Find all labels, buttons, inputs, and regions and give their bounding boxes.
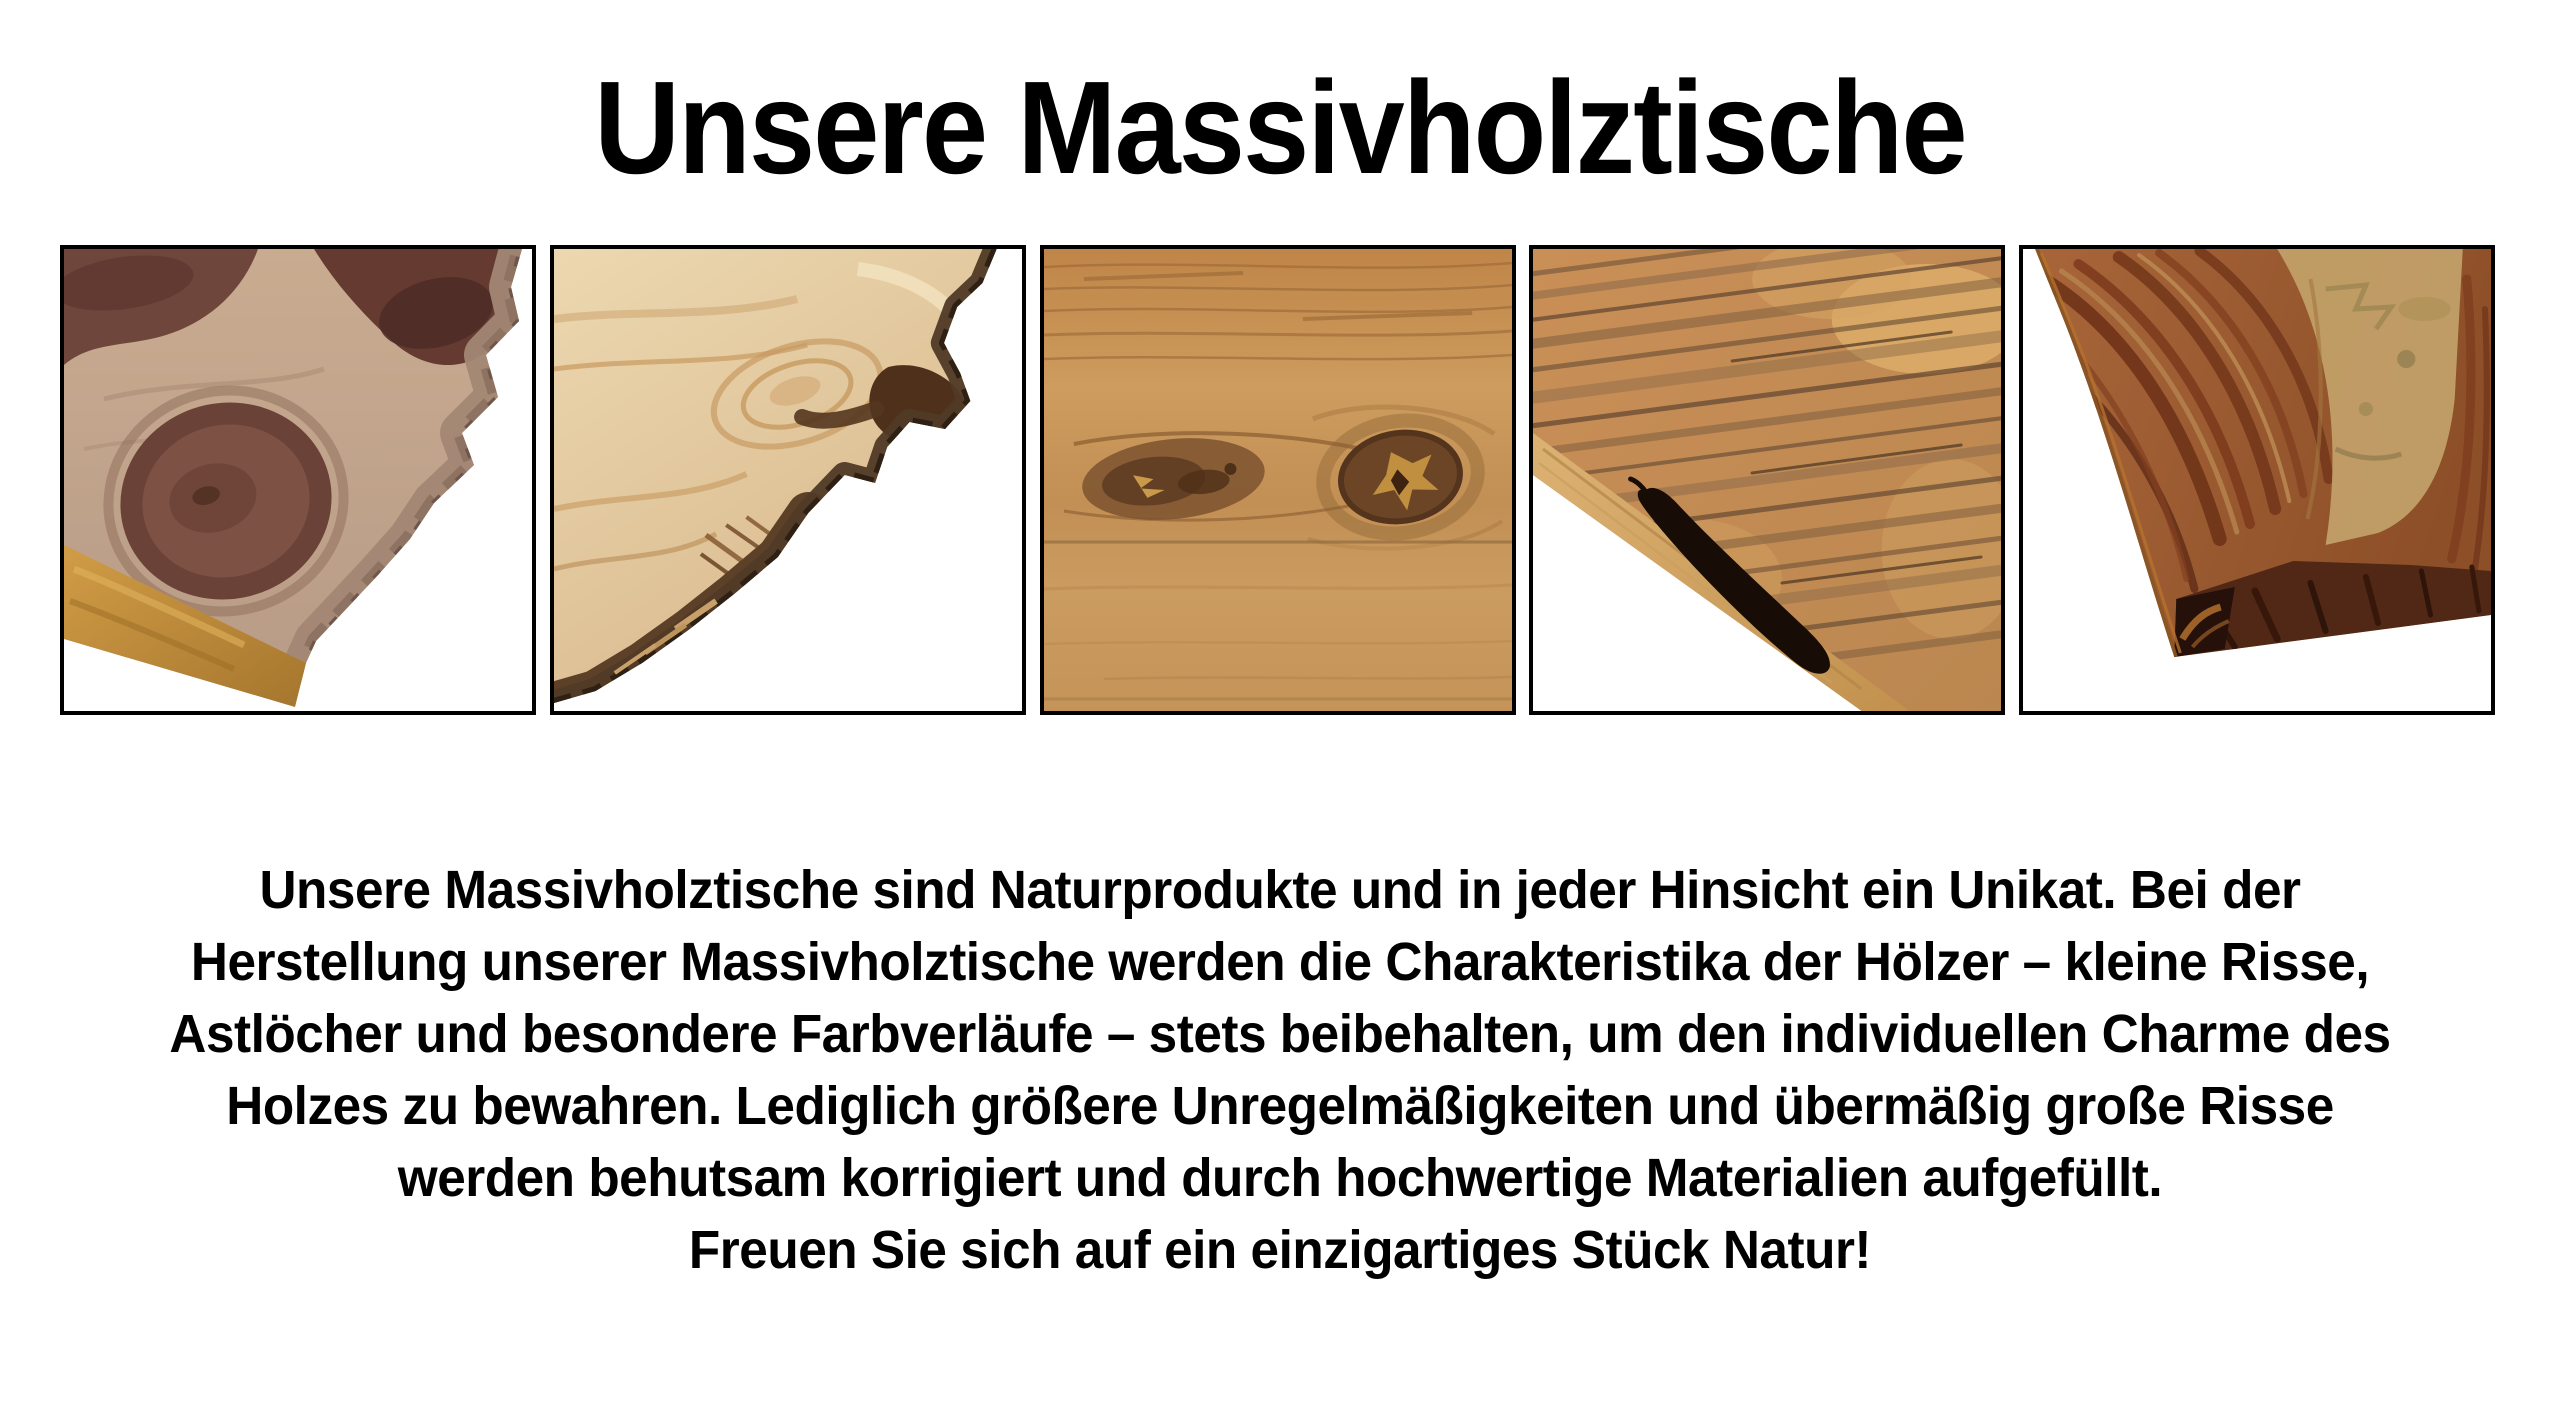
wood-photo-5	[2019, 245, 2495, 715]
wood-photo-1-image	[64, 249, 532, 711]
wood-photo-1	[60, 245, 536, 715]
wood-photo-3	[1040, 245, 1516, 715]
wood-photo-2-image	[554, 249, 1022, 711]
wood-photo-3-image	[1044, 249, 1512, 711]
paragraph-line-3: Astlöcher und besondere Farbverläufe – stets beibehalten, um den individuellen Charme des	[169, 1004, 2391, 1064]
paragraph-line-4: Holzes zu bewahren. Lediglich größere Unregelmäßigkeiten und übermäßig große Risse	[226, 1076, 2334, 1136]
paragraph-line-6: Freuen Sie sich auf ein einzigartiges Stück Natur!	[688, 1220, 1872, 1280]
paragraph-line-1: Unsere Massivholztische sind Naturprodukte und in jeder Hinsicht ein Unikat. Bei der	[259, 860, 2301, 920]
intro-paragraph	[64, 854, 2496, 1286]
wood-photo-4	[1529, 245, 2005, 715]
paragraph-line-2: Herstellung unserer Massivholztische werden die Charakteristika der Hölzer – kleine Risse,	[190, 932, 2370, 992]
wood-photo-4-image	[1533, 249, 2001, 711]
wood-photo-5-image	[2023, 249, 2491, 711]
wood-gallery	[60, 245, 2495, 715]
wood-photo-2	[550, 245, 1026, 715]
paragraph-line-5: werden behutsam korrigiert und durch hochwertige Materialien aufgefüllt.	[397, 1148, 2163, 1208]
page-title: Unsere Massivholztische	[594, 54, 1966, 201]
